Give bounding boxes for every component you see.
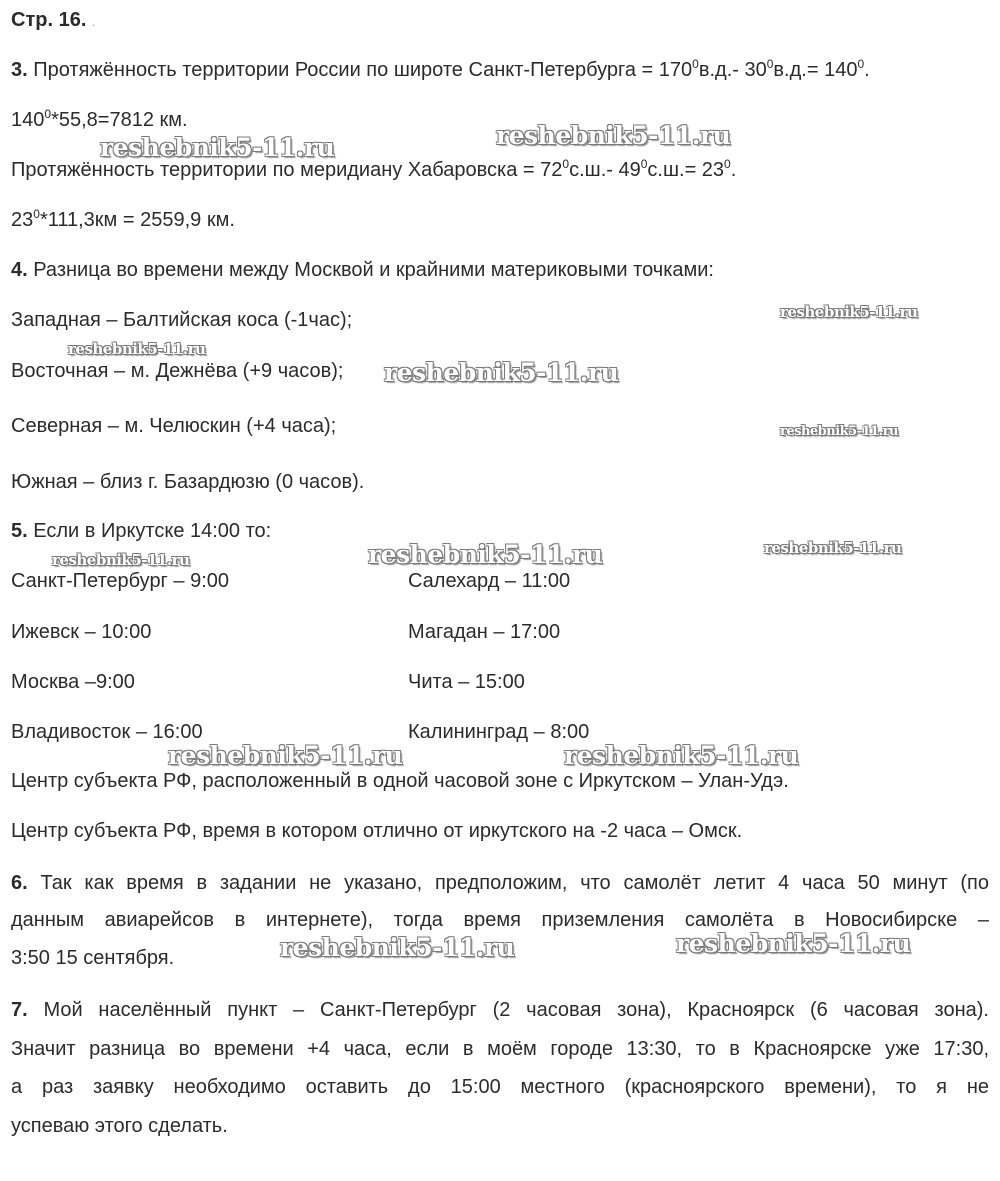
task6-line3: 3:50 15 сентября. — [11, 947, 175, 969]
task5-city-right: Чита – 15:00 — [408, 671, 525, 693]
task6-number: 6. — [11, 872, 28, 894]
task5-city-right: Салехард – 11:00 — [408, 570, 571, 592]
task4-number: 4. — [11, 259, 28, 281]
watermark: reshebnik5-11.ru — [564, 741, 799, 770]
watermark: reshebnik5-11.ru — [68, 340, 206, 358]
watermark: reshebnik5-11.ru — [384, 358, 619, 387]
task6-line1: 6. Так как время в задании не указано, предположим, что самолёт летит 4 часа 50 минут (по — [11, 872, 989, 894]
task5-city-right: Калининград – 8:00 — [408, 721, 590, 743]
watermark: reshebnik5-11.ru — [168, 741, 403, 770]
watermark: reshebnik5-11.ru — [780, 424, 899, 439]
task3-line4: $23^0*111,3км = 2559,9$ км. — [11, 207, 235, 231]
task7-line2: Значит разница во времени +4 часа, если в моём городе 13:30, то в Красноярске уже 17:30, — [11, 1038, 989, 1060]
watermark: reshebnik5-11.ru — [52, 551, 190, 569]
watermark: reshebnik5-11.ru — [280, 933, 515, 962]
task3-line2: $140^0*55,8=7812$ км. — [11, 107, 188, 131]
task4-point-north: Северная – м. Челюскин (+4 часа); — [11, 415, 337, 437]
task5-city-left: Владивосток – 16:00 — [11, 721, 203, 743]
task4-point-south: Южная – близ г. Базардюзю (0 часов). — [11, 471, 365, 493]
task6-line2: данным авиарейсов в интернете), тогда время приземления самолёта в Новосибирске – — [11, 909, 989, 931]
task7-number: 7. — [11, 999, 28, 1021]
page-title-dot: . — [91, 15, 96, 29]
task5-city-left: Ижевск – 10:00 — [11, 621, 152, 643]
task7-line4: успеваю этого сделать. — [11, 1115, 228, 1137]
watermark: reshebnik5-11.ru — [100, 133, 335, 162]
task5-center-minus2: Центр субъекта РФ, время в котором отлично от иркутского на -2 часа – Омск. — [11, 820, 743, 842]
page-header — [11, 8, 95, 34]
watermark: reshebnik5-11.ru — [780, 303, 918, 321]
task7-line3: а раз заявку необходимо оставить до 15:00 местного (красноярского времени), то я не — [11, 1076, 989, 1098]
watermark: reshebnik5-11.ru — [764, 539, 902, 557]
task3-number: 3. — [11, 59, 28, 81]
task4-point-east: Восточная – м. Дежнёва (+9 часов); — [11, 360, 344, 382]
page-title: Стр. 16. — [11, 9, 87, 31]
task4-point-west: Западная – Балтийская коса (-1час); — [11, 309, 353, 331]
watermark: reshebnik5-11.ru — [496, 121, 731, 150]
task5-center-same-zone: Центр субъекта РФ, расположенный в одной часовой зоне с Иркутском – Улан-Удэ. — [11, 770, 789, 792]
task5-city-right: Магадан – 17:00 — [408, 621, 561, 643]
task3-line3: Протяжённость территории по меридиану Хабаровска = $72^0с.ш.-$ $49^0с.ш.= 23^0$. — [11, 157, 737, 181]
watermark: reshebnik5-11.ru — [676, 929, 911, 958]
task5-city-left: Москва –9:00 — [11, 671, 135, 693]
task5-city-left: Санкт-Петербург – 9:00 — [11, 570, 230, 592]
task7-line1: 7. Мой населённый пункт – Санкт-Петербург (2 часовая зона), Красноярск (6 часовая зона). — [11, 999, 989, 1021]
task3-line1: 3. Протяжённость территории России по широте Санкт-Петербурга = $170^0в.д.-$ $30^0в.д.= 140^0$. — [11, 57, 870, 81]
watermark: reshebnik5-11.ru — [368, 540, 603, 569]
task4-intro: 4. Разница во времени между Москвой и крайними материковыми точками: — [11, 259, 714, 281]
task5-intro: 5. Если в Иркутске 14:00 то: — [11, 520, 272, 542]
task5-number: 5. — [11, 520, 28, 542]
